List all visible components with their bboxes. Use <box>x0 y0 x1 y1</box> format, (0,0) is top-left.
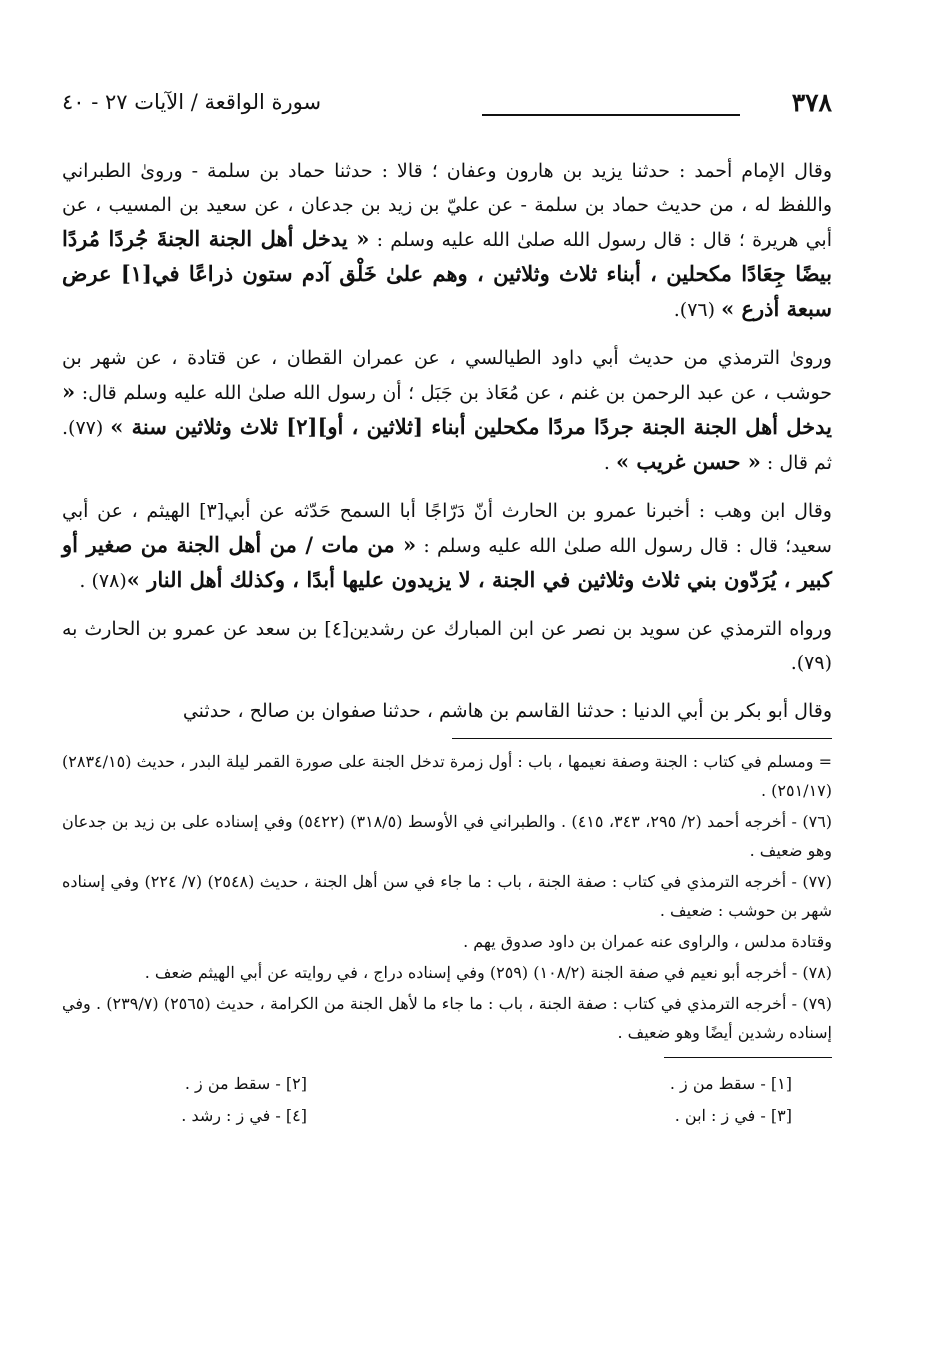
paragraph-ibn-abi-dunya <box>62 694 832 728</box>
paragraph-text: وروىٰ الترمذي من حديث أبي داود الطيالسي ، عن عمران القطان ، عن قتادة ، عن شهر بن حوشب ، عن عبد الرحمن بن غنم ، عن مُعَاذ بن جَبَل ؛ أن رسول الله صلىٰ الله عليه وسلم قال: <box>62 347 832 404</box>
footnote-separator <box>452 738 832 739</box>
grading-text: « حسن غريب » <box>615 449 761 474</box>
footnote-77: (٧٧) - أخرجه الترمذي في كتاب : صفة الجنة ، باب : ما جاء في سن أهل الجنة ، حديث (٢٥٤٨) (٧/ ٢٢٤) وفي إسناده شهر بن حوشب : ضعيف . <box>62 872 832 920</box>
variants-row <box>62 1068 832 1100</box>
paragraph-text: وقال أبو بكر بن أبي الدنيا : حدثنا القاسم بن هاشم ، حدثنا صفوان بن صالح ، حدثني <box>182 700 832 722</box>
variants-separator <box>664 1057 832 1058</box>
footnote-76: (٧٦) - أخرجه أحمد (٢/ ٢٩٥، ٣٤٣، ٤١٥) . والطبراني في الأوسط (٣١٨/٥) (٥٤٢٢) وفي إسناده على بن زيد بن جدعان وهو ضعيف . <box>62 812 833 860</box>
hadith-text: « يدخل أهل الجنة الجنةَ جُردًا مُردًا بيضًا جِعَادًا مكحلين ، أبناء ثلاث وثلاثين ، وهم علىٰ خَلْق آدم ستون ذراعًا في[١] عرض سبعة أذرع » <box>62 226 832 321</box>
footnote-77-note: وقتادة مدلس ، والراوى عنه عمران بن داود صدوق يهم . <box>463 932 832 951</box>
paragraph-text: وقال ابن وهب : أخبرنا عمرو بن الحارث أنّ دَرّاجًا أبا السمح حَدّثه عن أبي[٣] الهيثم ، عن أبي سعيد؛ قال : قال رسول الله صلىٰ الله عليه وسلم : <box>62 500 832 557</box>
footnote-ref: (٧٦). <box>673 299 722 321</box>
hadith-text: « من مات / من أهل الجنة من صغير أو كبير ، يُرَدّون بني ثلاث وثلاثين في الجنة ، لا يزيدون عليها أبدًا ، وكذلك أهل النار » <box>62 532 832 592</box>
main-text <box>62 154 832 728</box>
paragraph-tirmidhi <box>62 341 832 480</box>
variant-note-3: [٣] - في ز : ابن . <box>674 1106 792 1125</box>
paragraph-end: . <box>603 452 616 474</box>
paragraph-ahmad <box>62 154 832 327</box>
variants-row <box>62 1100 832 1132</box>
paragraph-tirmidhi-2 <box>62 612 832 680</box>
hadith-text: « يدخل أهل الجنة الجنة جردًا مردًا مكحلين أبناء [ثلاثين ، أو][٢] ثلاث وثلاثين سنة » <box>62 379 832 439</box>
variant-note-1: [١] - سقط من ز . <box>669 1074 792 1093</box>
header-rule <box>482 114 740 116</box>
running-title: سورة الواقعة / الآيات ٢٧ - ٤٠ <box>62 90 322 114</box>
footnote-ref: (٧٨) . <box>79 570 127 592</box>
page-number: ٣٧٨ <box>791 88 832 117</box>
variant-note-2: [٢] - سقط من ز . <box>184 1074 307 1093</box>
footnote-79: (٧٩) - أخرجه الترمذي في كتاب : صفة الجنة ، باب : ما جاء ما لأهل الجنة من الكرامة ، حديث (٢٥٦٥) (٢٣٩/٧) . وفي إسناده رشدين أيضًا وهو ضعيف . <box>62 994 833 1042</box>
variant-note-4: [٤] - في ز : رشد . <box>181 1106 307 1125</box>
footnotes <box>62 747 832 1047</box>
paragraph-ibn-wahb <box>62 494 832 598</box>
manuscript-variants <box>62 1068 832 1132</box>
footnote-78: (٧٨) - أخرجه أبو نعيم في صفة الجنة (١٠٨/٢) (٢٥٩) وفي إسناده دراج ، في روايته عن أبي الهيثم ضعف . <box>144 963 832 982</box>
document-page <box>62 84 832 1132</box>
footnote-ref: (٧٧). ثم قال : <box>62 417 832 474</box>
paragraph-text: وقال الإمام أحمد : حدثنا يزيد بن هارون وعفان ؛ قالا : حدثنا حماد بن سلمة - وروىٰ الطبراني واللفظ له ، من حديث حماد بن سلمة - عن عليّ بن زيد بن جدعان ، عن سعيد بن المسيب ، عن أبي هريرة ؛ قال : قال رسول الله صلىٰ الله عليه وسلم : <box>62 160 832 251</box>
footnote-continuation: = ومسلم في كتاب : الجنة وصفة نعيمها ، باب : أول زمرة تدخل الجنة على صورة القمر ليلة البدر ، حديث (٢٨٣٤/١٥) (٢٥١/١٧) . <box>62 752 832 800</box>
page-header <box>62 84 832 120</box>
paragraph-text: ورواه الترمذي عن سويد بن نصر عن ابن المبارك عن رشدين[٤] بن سعد عن عمرو بن الحارث به (٧٩). <box>62 618 832 674</box>
